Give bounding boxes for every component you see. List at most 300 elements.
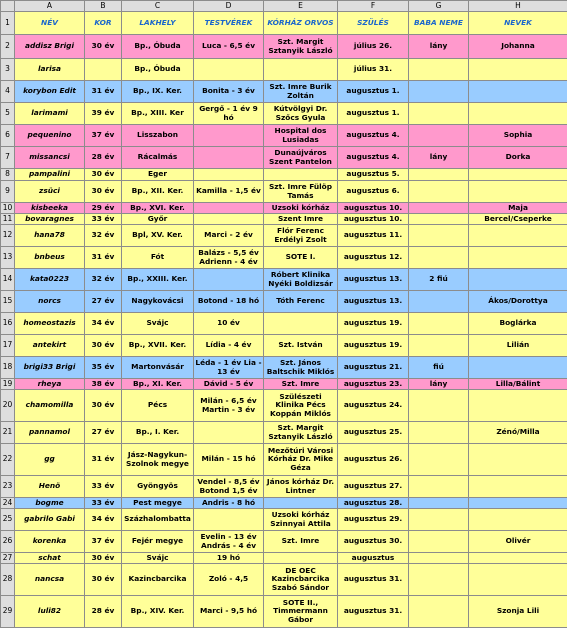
table-row <box>1 313 567 335</box>
table-cell[interactable]: 32 év <box>85 225 122 247</box>
table-cell[interactable]: gabrilo Gabi <box>15 509 85 531</box>
table-cell[interactable]: Tóth Ferenc <box>264 291 338 313</box>
header-cell[interactable]: KÓRHÁZ ORVOS <box>264 12 338 35</box>
table-cell[interactable]: augusztus 19. <box>338 335 409 357</box>
table-cell[interactable]: Rácalmás <box>122 147 194 169</box>
table-cell[interactable]: Gergő - 1 év 9 hó <box>194 103 264 125</box>
header-cell[interactable]: LAKHELY <box>122 12 194 35</box>
table-cell[interactable]: 34 év <box>85 313 122 335</box>
table-cell[interactable]: korenka <box>15 531 85 553</box>
table-cell[interactable] <box>409 390 469 422</box>
table-cell[interactable]: Marci - 2 év <box>194 225 264 247</box>
table-cell[interactable]: Evelin - 13 év András - 4 év <box>194 531 264 553</box>
table-cell[interactable]: Milán - 6,5 év Martin - 3 év <box>194 390 264 422</box>
column-header-b[interactable]: B <box>85 1 122 12</box>
table-cell[interactable]: 30 év <box>85 553 122 564</box>
table-cell[interactable]: Uzsoki kórház <box>264 203 338 214</box>
row-number[interactable]: 28 <box>1 564 15 596</box>
table-cell[interactable]: fiú <box>409 357 469 379</box>
table-row <box>1 269 567 291</box>
table-cell[interactable]: Szt. Imre Burik Zoltán <box>264 81 338 103</box>
table-cell[interactable] <box>469 181 567 203</box>
table-cell[interactable] <box>264 313 338 335</box>
table-cell[interactable]: Pécs <box>122 390 194 422</box>
table-cell[interactable] <box>194 214 264 225</box>
table-row <box>1 335 567 357</box>
table-cell[interactable] <box>469 564 567 596</box>
table-row <box>1 422 567 444</box>
row-number[interactable]: 12 <box>1 225 15 247</box>
table-cell[interactable] <box>469 357 567 379</box>
table-cell[interactable]: 30 év <box>85 181 122 203</box>
table-cell[interactable]: Kútvölgyi Dr. Szőcs Gyula <box>264 103 338 125</box>
row-number[interactable]: 14 <box>1 269 15 291</box>
table-cell[interactable]: Nagykovácsi <box>122 291 194 313</box>
table-row <box>1 125 567 147</box>
table-cell[interactable]: korybon Edit <box>15 81 85 103</box>
table-cell[interactable] <box>409 476 469 498</box>
row-number[interactable]: 24 <box>1 498 15 509</box>
table-cell[interactable]: Szonja Lili <box>469 596 567 628</box>
row-number[interactable]: 22 <box>1 444 15 476</box>
table-cell[interactable]: 32 év <box>85 269 122 291</box>
table-cell[interactable]: Szt. János Baltschik Miklós <box>264 357 338 379</box>
table-cell[interactable]: Lisszabon <box>122 125 194 147</box>
table-cell[interactable] <box>469 444 567 476</box>
table-cell[interactable]: Gyöngyös <box>122 476 194 498</box>
table-cell[interactable]: Sophia <box>469 125 567 147</box>
table-cell[interactable]: chamomilla <box>15 390 85 422</box>
table-cell[interactable]: Olivér <box>469 531 567 553</box>
table-cell[interactable]: Szt. István <box>264 335 338 357</box>
table-cell[interactable]: augusztus 1. <box>338 103 409 125</box>
table-cell[interactable] <box>469 498 567 509</box>
table-row <box>1 357 567 379</box>
table-cell[interactable]: Százhalombatta <box>122 509 194 531</box>
table-cell[interactable]: pannamol <box>15 422 85 444</box>
table-cell[interactable]: augusztus 5. <box>338 169 409 181</box>
table-cell[interactable]: augusztus 4. <box>338 147 409 169</box>
row-number[interactable]: 18 <box>1 357 15 379</box>
table-cell[interactable]: 30 év <box>85 169 122 181</box>
table-cell[interactable]: Ákos/Dorottya <box>469 291 567 313</box>
table-cell[interactable]: Flór Ferenc Erdélyi Zsolt <box>264 225 338 247</box>
row-number[interactable]: 8 <box>1 169 15 181</box>
row-number[interactable]: 16 <box>1 313 15 335</box>
table-cell[interactable]: 19 hó <box>194 553 264 564</box>
table-cell[interactable]: július 26. <box>338 35 409 59</box>
table-cell[interactable]: augusztus 6. <box>338 181 409 203</box>
table-cell[interactable]: Bp., XIII. Ker <box>122 103 194 125</box>
table-cell[interactable]: Bpl, XV. Ker. <box>122 225 194 247</box>
table-cell[interactable]: 35 év <box>85 357 122 379</box>
table-cell[interactable]: Vendel - 8,5 év Botond 1,5 év <box>194 476 264 498</box>
table-cell[interactable] <box>409 247 469 269</box>
table-header-row <box>1 12 567 35</box>
table-cell[interactable] <box>409 596 469 628</box>
table-cell[interactable]: augusztus 10. <box>338 214 409 225</box>
table-cell[interactable]: lány <box>409 35 469 59</box>
table-cell[interactable] <box>85 59 122 81</box>
table-cell[interactable] <box>469 509 567 531</box>
column-header-d[interactable]: D <box>194 1 264 12</box>
column-header-row <box>1 1 567 12</box>
table-cell[interactable]: bogme <box>15 498 85 509</box>
row-number[interactable]: 7 <box>1 147 15 169</box>
row-number[interactable]: 11 <box>1 214 15 225</box>
table-cell[interactable] <box>469 269 567 291</box>
table-cell[interactable]: zsüci <box>15 181 85 203</box>
table-cell[interactable]: Dávid - 5 év <box>194 379 264 390</box>
table-cell[interactable] <box>409 125 469 147</box>
table-cell[interactable] <box>409 498 469 509</box>
table-row <box>1 596 567 628</box>
table-cell[interactable] <box>409 225 469 247</box>
table-cell[interactable]: Johanna <box>469 35 567 59</box>
table-cell[interactable]: Szt. Margit Sztanyik László <box>264 35 338 59</box>
row-number[interactable]: 23 <box>1 476 15 498</box>
table-cell[interactable] <box>409 553 469 564</box>
table-cell[interactable]: Zoló - 4,5 <box>194 564 264 596</box>
table-cell[interactable]: Pest megye <box>122 498 194 509</box>
row-number[interactable]: 13 <box>1 247 15 269</box>
table-cell[interactable]: Uzsoki kórház Szinnyai Attila <box>264 509 338 531</box>
table-cell[interactable]: Dorka <box>469 147 567 169</box>
table-cell[interactable]: Lídia - 4 év <box>194 335 264 357</box>
table-cell[interactable]: augusztus 25. <box>338 422 409 444</box>
table-cell[interactable]: 30 év <box>85 335 122 357</box>
table-cell[interactable]: Bp., XIV. Ker. <box>122 596 194 628</box>
table-cell[interactable]: Szt. Imre <box>264 379 338 390</box>
row-number[interactable]: 15 <box>1 291 15 313</box>
table-cell[interactable] <box>469 81 567 103</box>
table-row <box>1 247 567 269</box>
table-cell[interactable]: Henö <box>15 476 85 498</box>
table-cell[interactable] <box>194 509 264 531</box>
row-number[interactable]: 29 <box>1 596 15 628</box>
table-cell[interactable]: schat <box>15 553 85 564</box>
table-cell[interactable]: kisbeeka <box>15 203 85 214</box>
table-cell[interactable]: augusztus 24. <box>338 390 409 422</box>
column-header-a[interactable]: A <box>15 1 85 12</box>
table-cell[interactable] <box>264 498 338 509</box>
row-number[interactable]: 21 <box>1 422 15 444</box>
table-cell[interactable] <box>194 125 264 147</box>
table-cell[interactable]: Hospital dos Lusiadas <box>264 125 338 147</box>
table-row <box>1 476 567 498</box>
row-number[interactable]: 1 <box>1 12 15 35</box>
table-row <box>1 147 567 169</box>
column-header-g[interactable]: G <box>409 1 469 12</box>
table-cell[interactable]: 28 év <box>85 596 122 628</box>
table-cell[interactable] <box>264 169 338 181</box>
table-cell[interactable]: Maja <box>469 203 567 214</box>
table-cell[interactable]: 30 év <box>85 390 122 422</box>
table-cell[interactable]: Róbert Klinika Nyéki Boldizsár <box>264 269 338 291</box>
table-cell[interactable]: Bp., Óbuda <box>122 35 194 59</box>
table-cell[interactable]: Szülészeti Klinika Pécs Koppán Miklós <box>264 390 338 422</box>
table-cell[interactable]: Bp., XVI. Ker. <box>122 203 194 214</box>
table-cell[interactable]: kata0223 <box>15 269 85 291</box>
header-cell[interactable]: BABA NEME <box>409 12 469 35</box>
row-number[interactable]: 17 <box>1 335 15 357</box>
table-cell[interactable]: Svájc <box>122 313 194 335</box>
table-cell[interactable]: Bp., XI. Ker. <box>122 379 194 390</box>
table-cell[interactable]: Szent Imre <box>264 214 338 225</box>
row-number[interactable]: 20 <box>1 390 15 422</box>
table-cell[interactable]: SOTE II., Timmermann Gábor <box>264 596 338 628</box>
table-cell[interactable]: augusztus 21. <box>338 357 409 379</box>
table-cell[interactable]: norcs <box>15 291 85 313</box>
table-cell[interactable] <box>469 59 567 81</box>
table-cell[interactable]: 31 év <box>85 81 122 103</box>
table-cell[interactable]: Andris - 8 hó <box>194 498 264 509</box>
table-cell[interactable]: Luca - 6,5 év <box>194 35 264 59</box>
table-cell[interactable] <box>409 531 469 553</box>
table-cell[interactable]: Bp., I. Ker. <box>122 422 194 444</box>
row-number[interactable]: 3 <box>1 59 15 81</box>
table-cell[interactable]: augusztus 1. <box>338 81 409 103</box>
table-row <box>1 498 567 509</box>
table-cell[interactable]: 33 év <box>85 214 122 225</box>
table-cell[interactable]: gg <box>15 444 85 476</box>
table-cell[interactable]: augusztus 13. <box>338 291 409 313</box>
table-cell[interactable]: 31 év <box>85 444 122 476</box>
table-row <box>1 291 567 313</box>
row-number[interactable]: 5 <box>1 103 15 125</box>
table-cell[interactable]: Dunaújváros Szent Pantelon <box>264 147 338 169</box>
table-cell[interactable]: augusztus 27. <box>338 476 409 498</box>
table-cell[interactable]: Mezőtúri Városi Kórház Dr. Mike Géza <box>264 444 338 476</box>
table-cell[interactable] <box>469 247 567 269</box>
table-cell[interactable]: augusztus 30. <box>338 531 409 553</box>
table-cell[interactable]: Fejér megye <box>122 531 194 553</box>
table-cell[interactable] <box>409 103 469 125</box>
table-row <box>1 59 567 81</box>
table-cell[interactable] <box>469 225 567 247</box>
table-cell[interactable]: 37 év <box>85 531 122 553</box>
table-cell[interactable] <box>264 59 338 81</box>
table-cell[interactable]: Szt. Margit Sztanyik László <box>264 422 338 444</box>
table-cell[interactable]: 10 év <box>194 313 264 335</box>
table-cell[interactable]: Zénó/Milla <box>469 422 567 444</box>
table-cell[interactable]: augusztus 28. <box>338 498 409 509</box>
row-number[interactable]: 9 <box>1 181 15 203</box>
table-cell[interactable] <box>469 390 567 422</box>
table-cell[interactable]: Bp., IX. Ker. <box>122 81 194 103</box>
table-cell[interactable]: brigi33 Brigi <box>15 357 85 379</box>
table-cell[interactable]: luli82 <box>15 596 85 628</box>
table-cell[interactable] <box>194 422 264 444</box>
table-cell[interactable]: SOTE I. <box>264 247 338 269</box>
table-row <box>1 531 567 553</box>
table-cell[interactable]: Botond - 18 hó <box>194 291 264 313</box>
table-cell[interactable]: augusztus 11. <box>338 225 409 247</box>
table-cell[interactable]: 33 év <box>85 476 122 498</box>
table-row <box>1 81 567 103</box>
table-cell[interactable]: Fót <box>122 247 194 269</box>
table-cell[interactable]: augusztus 12. <box>338 247 409 269</box>
table-cell[interactable]: július 31. <box>338 59 409 81</box>
table-cell[interactable] <box>409 214 469 225</box>
table-cell[interactable]: larimami <box>15 103 85 125</box>
table-cell[interactable]: augusztus 31. <box>338 596 409 628</box>
table-row <box>1 553 567 564</box>
table-cell[interactable]: Kamilla - 1,5 év <box>194 181 264 203</box>
table-cell[interactable]: augusztus 29. <box>338 509 409 531</box>
table-cell[interactable] <box>264 553 338 564</box>
table-cell[interactable] <box>194 59 264 81</box>
table-cell[interactable]: augusztus <box>338 553 409 564</box>
table-cell[interactable]: 38 év <box>85 379 122 390</box>
table-cell[interactable]: Bp., XVII. Ker. <box>122 335 194 357</box>
row-number[interactable]: 4 <box>1 81 15 103</box>
table-cell[interactable]: 29 év <box>85 203 122 214</box>
column-header-c[interactable]: C <box>122 1 194 12</box>
table-cell[interactable] <box>409 203 469 214</box>
table-cell[interactable]: pampalini <box>15 169 85 181</box>
table-cell[interactable]: 27 év <box>85 422 122 444</box>
table-cell[interactable]: 2 fiú <box>409 269 469 291</box>
table-row <box>1 225 567 247</box>
row-number[interactable]: 27 <box>1 553 15 564</box>
table-cell[interactable]: augusztus 10. <box>338 203 409 214</box>
table-cell[interactable]: Jász-Nagykun-Szolnok megye <box>122 444 194 476</box>
table-cell[interactable]: János kórház Dr. Lintner <box>264 476 338 498</box>
table-cell[interactable]: missancsi <box>15 147 85 169</box>
table-cell[interactable]: Boglárka <box>469 313 567 335</box>
table-cell[interactable]: bovaragnes <box>15 214 85 225</box>
table-cell[interactable]: bnbeus <box>15 247 85 269</box>
table-cell[interactable]: Bp., XII. Ker. <box>122 181 194 203</box>
table-cell[interactable]: antekirt <box>15 335 85 357</box>
table-cell[interactable]: nancsa <box>15 564 85 596</box>
table-row <box>1 103 567 125</box>
table-cell[interactable]: Léda - 1 év Lia - 13 év <box>194 357 264 379</box>
table-cell[interactable]: Balázs - 5,5 év Adrienn - 4 év <box>194 247 264 269</box>
table-cell[interactable]: addisz Brigi <box>15 35 85 59</box>
table-cell[interactable]: Szt. Imre Fülöp Tamás <box>264 181 338 203</box>
table-cell[interactable]: Eger <box>122 169 194 181</box>
table-cell[interactable]: 31 év <box>85 247 122 269</box>
table-cell[interactable] <box>194 147 264 169</box>
table-cell[interactable]: 27 év <box>85 291 122 313</box>
table-cell[interactable] <box>469 103 567 125</box>
table-cell[interactable]: Bercel/Cseperke <box>469 214 567 225</box>
table-cell[interactable]: 39 év <box>85 103 122 125</box>
select-all-corner[interactable] <box>1 1 15 12</box>
table-cell[interactable]: Marci - 9,5 hó <box>194 596 264 628</box>
table-cell[interactable]: larisa <box>15 59 85 81</box>
table-cell[interactable]: augusztus 23. <box>338 379 409 390</box>
table-cell[interactable] <box>409 291 469 313</box>
table-cell[interactable]: Bonita - 3 év <box>194 81 264 103</box>
table-cell[interactable] <box>469 169 567 181</box>
row-number[interactable]: 19 <box>1 379 15 390</box>
header-cell[interactable]: KOR <box>85 12 122 35</box>
table-cell[interactable] <box>469 553 567 564</box>
column-header-f[interactable]: F <box>338 1 409 12</box>
table-cell[interactable]: Milán - 15 hó <box>194 444 264 476</box>
table-cell[interactable] <box>409 564 469 596</box>
table-cell[interactable] <box>409 313 469 335</box>
table-cell[interactable] <box>194 203 264 214</box>
table-cell[interactable]: Kazincbarcika <box>122 564 194 596</box>
table-cell[interactable] <box>194 269 264 291</box>
table-cell[interactable] <box>409 422 469 444</box>
table-row <box>1 390 567 422</box>
row-number[interactable]: 10 <box>1 203 15 214</box>
table-cell[interactable]: 34 év <box>85 509 122 531</box>
table-row <box>1 509 567 531</box>
table-cell[interactable]: lány <box>409 147 469 169</box>
table-cell[interactable]: augusztus 4. <box>338 125 409 147</box>
table-cell[interactable]: augusztus 26. <box>338 444 409 476</box>
table-cell[interactable]: Martonvásár <box>122 357 194 379</box>
table-cell[interactable] <box>409 81 469 103</box>
row-number[interactable]: 2 <box>1 35 15 59</box>
table-row <box>1 181 567 203</box>
row-number[interactable]: 26 <box>1 531 15 553</box>
table-cell[interactable]: 33 év <box>85 498 122 509</box>
table-cell[interactable]: augusztus 13. <box>338 269 409 291</box>
table-cell[interactable] <box>409 169 469 181</box>
table-cell[interactable]: 28 év <box>85 147 122 169</box>
table-cell[interactable] <box>409 509 469 531</box>
table-cell[interactable]: Svájc <box>122 553 194 564</box>
table-cell[interactable]: Bp., Óbuda <box>122 59 194 81</box>
table-cell[interactable]: Lilla/Bálint <box>469 379 567 390</box>
header-cell[interactable]: NÉV <box>15 12 85 35</box>
table-row <box>1 564 567 596</box>
table-cell[interactable]: Szt. Imre <box>264 531 338 553</box>
table-cell[interactable] <box>409 444 469 476</box>
column-header-e[interactable]: E <box>264 1 338 12</box>
table-cell[interactable]: rheya <box>15 379 85 390</box>
table-cell[interactable]: Bp., XXIII. Ker. <box>122 269 194 291</box>
table-row <box>1 444 567 476</box>
table-row <box>1 169 567 181</box>
table-cell[interactable]: homeostazis <box>15 313 85 335</box>
header-cell[interactable]: SZÜLÉS <box>338 12 409 35</box>
table-row <box>1 379 567 390</box>
table-row <box>1 214 567 225</box>
table-row <box>1 35 567 59</box>
table-cell[interactable]: Győr <box>122 214 194 225</box>
table-cell[interactable]: DE OEC Kazincbarcika Szabó Sándor <box>264 564 338 596</box>
table-cell[interactable] <box>409 335 469 357</box>
table-cell[interactable]: pequenino <box>15 125 85 147</box>
table-cell[interactable]: 30 év <box>85 564 122 596</box>
table-cell[interactable]: hana78 <box>15 225 85 247</box>
table-cell[interactable] <box>194 169 264 181</box>
table-cell[interactable] <box>409 181 469 203</box>
table-cell[interactable]: augusztus 31. <box>338 564 409 596</box>
table-row <box>1 203 567 214</box>
table-cell[interactable] <box>469 476 567 498</box>
row-number[interactable]: 25 <box>1 509 15 531</box>
table-cell[interactable]: augusztus 19. <box>338 313 409 335</box>
table-cell[interactable] <box>409 59 469 81</box>
header-cell[interactable]: NEVEK <box>469 12 567 35</box>
table-cell[interactable]: Lilián <box>469 335 567 357</box>
table-cell[interactable]: lány <box>409 379 469 390</box>
column-header-h[interactable]: H <box>469 1 567 12</box>
header-cell[interactable]: TESTVÉREK <box>194 12 264 35</box>
table-cell[interactable]: 37 év <box>85 125 122 147</box>
table-cell[interactable]: 30 év <box>85 35 122 59</box>
row-number[interactable]: 6 <box>1 125 15 147</box>
